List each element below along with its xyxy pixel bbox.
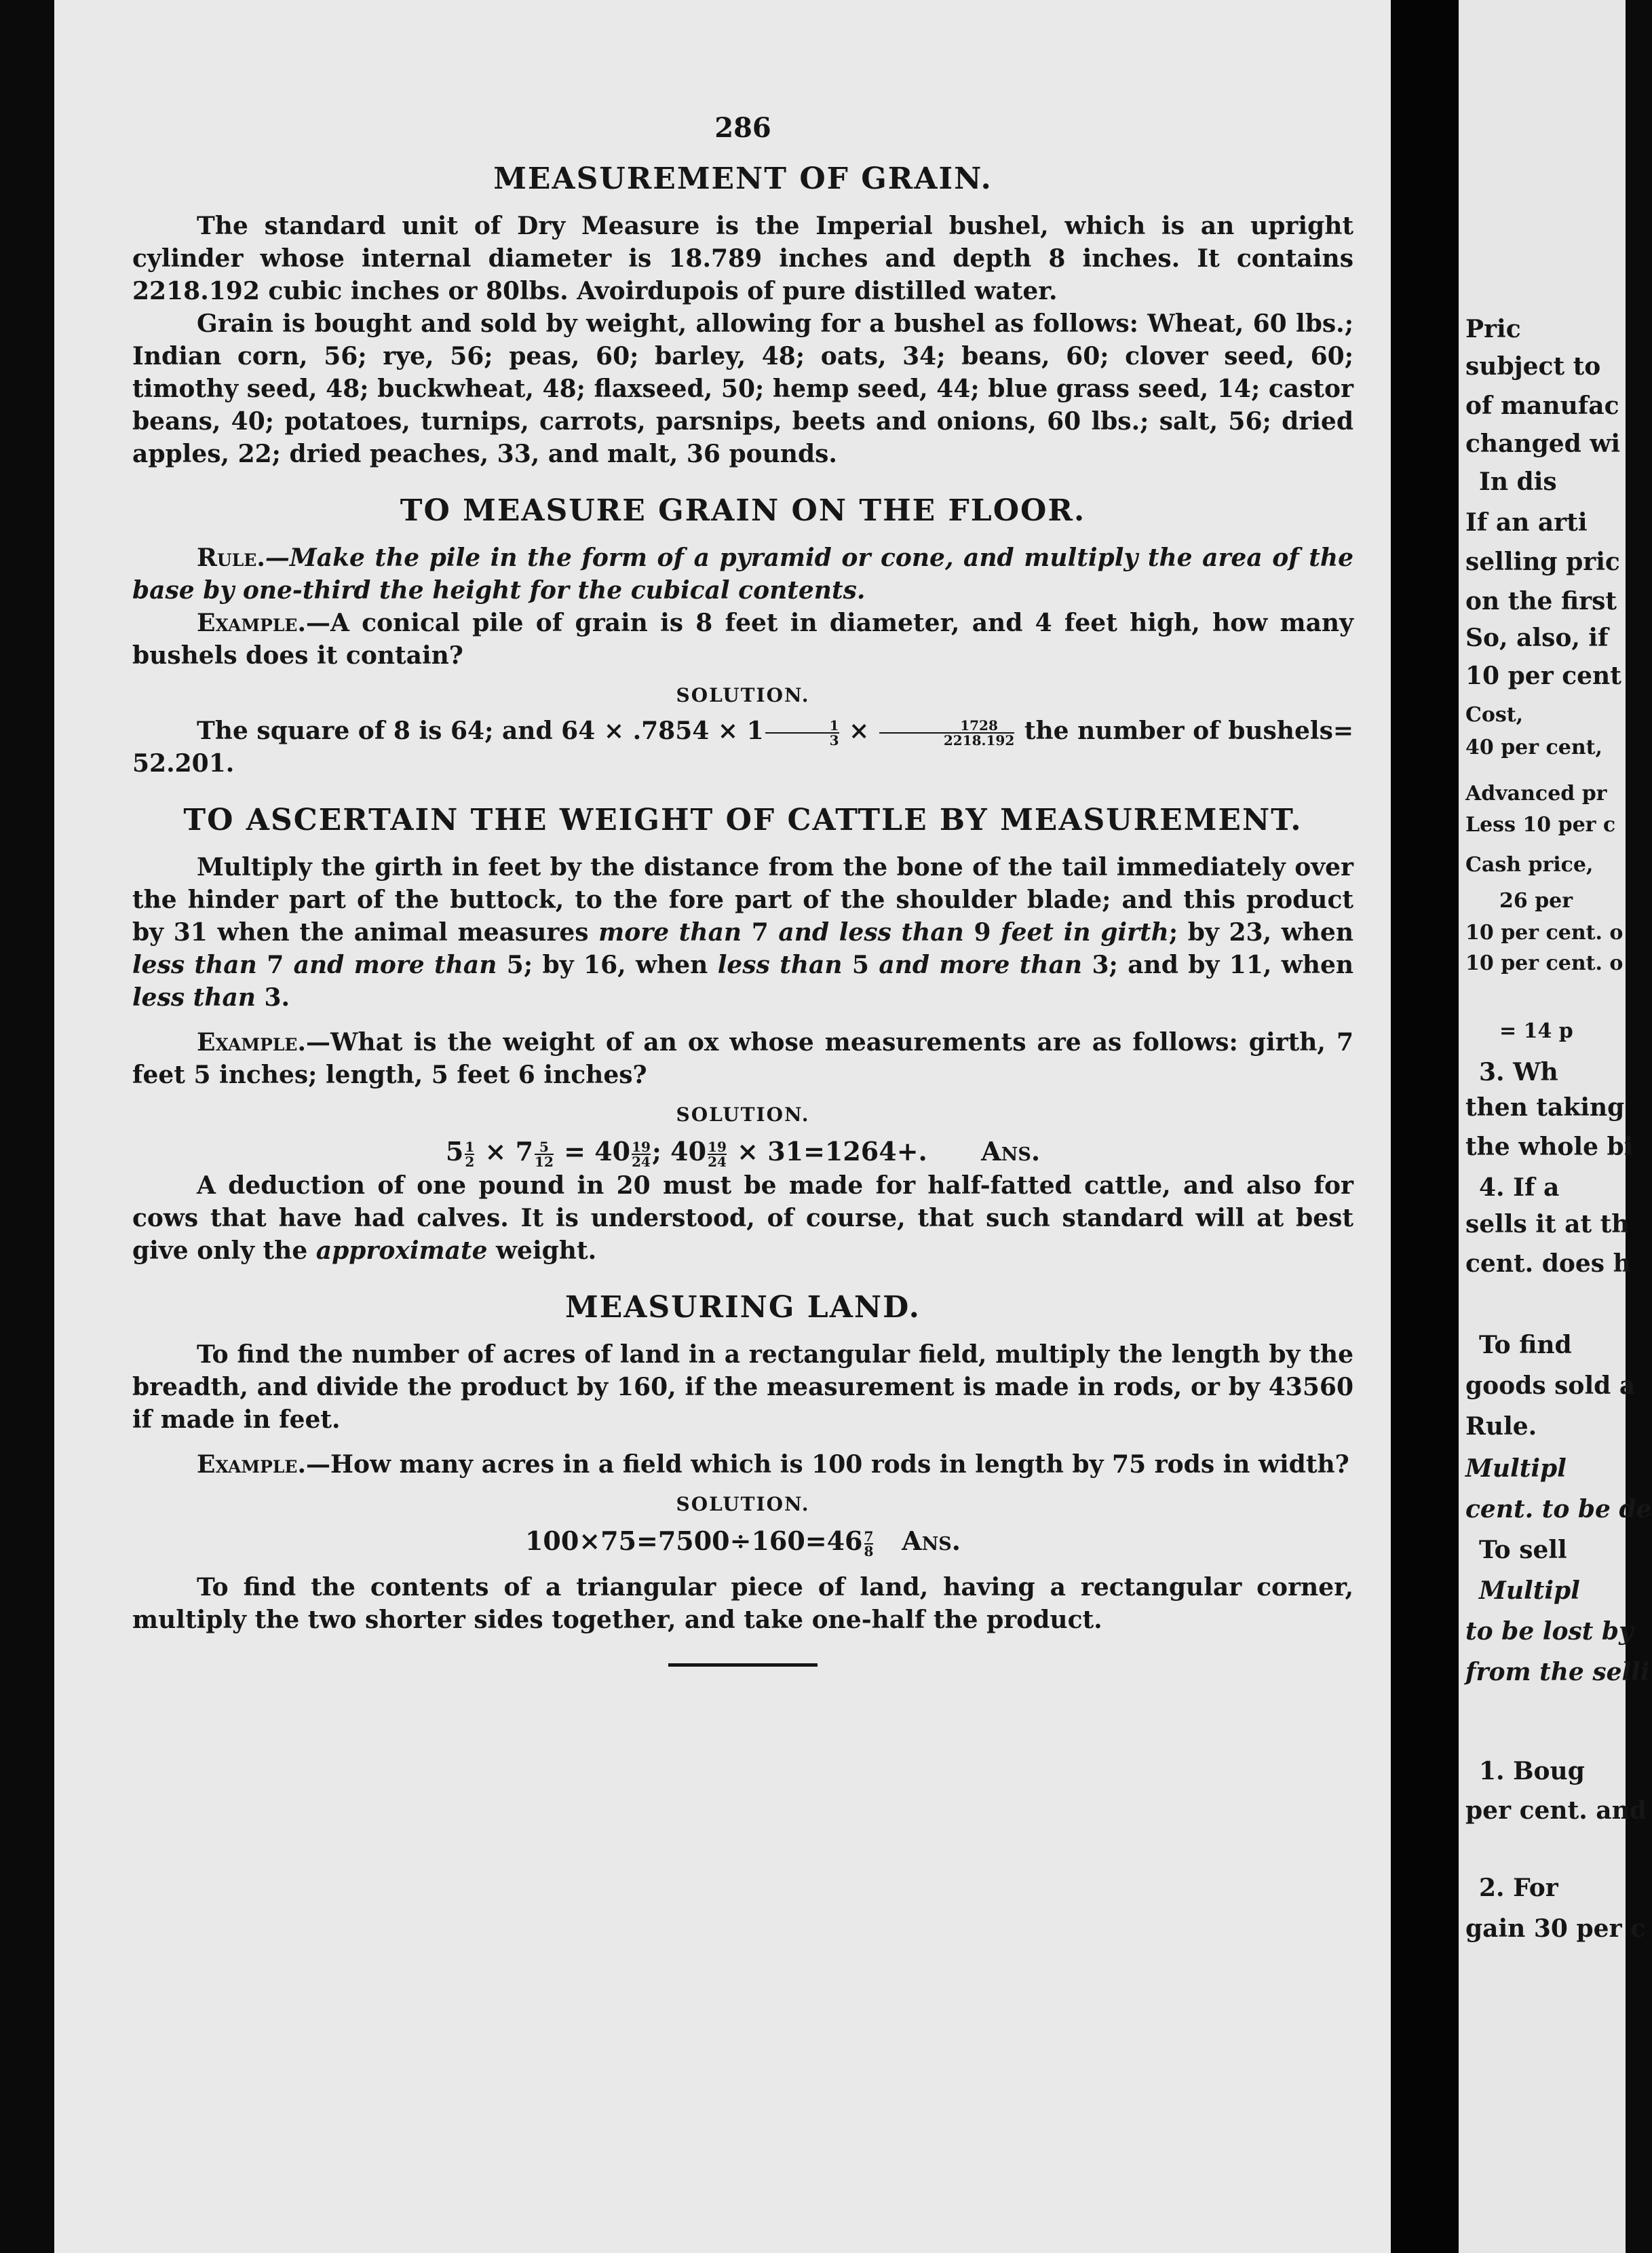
- right-page-line: 10 per cent. o: [1465, 951, 1624, 975]
- right-page-line: To sell: [1479, 1536, 1567, 1564]
- right-page-line: Multipl: [1479, 1576, 1580, 1605]
- solution-text-b: ×: [840, 717, 878, 745]
- right-page-line: If an arti: [1465, 508, 1588, 537]
- fraction-one-third: $\frac{1}{3}$: [765, 719, 839, 747]
- right-page-line: 4. If a: [1479, 1173, 1560, 1202]
- heading-measuring-land: MEASURING LAND.: [565, 1290, 921, 1325]
- answer-label: Ans.: [902, 1526, 961, 1556]
- example-text: —How many acres in a field which is 100 rods in length by 75 rods in width?: [305, 1450, 1349, 1479]
- right-page-line: the whole bi: [1465, 1133, 1634, 1161]
- right-page-line: Rule.: [1465, 1412, 1537, 1441]
- example-label: Example.: [197, 1028, 306, 1057]
- book-gutter: [1391, 0, 1459, 2253]
- right-page-line: Cost,: [1465, 703, 1524, 727]
- right-page-line: of manufac: [1465, 392, 1619, 420]
- right-page-line: cent. does h: [1465, 1249, 1631, 1278]
- floor-solution: [132, 715, 1353, 780]
- right-page-line: from the selli: [1465, 1658, 1650, 1686]
- left-page-content: [132, 112, 1353, 1667]
- land-formula: 100×75=7500÷160=46 $\frac{7}{8}$ Ans.: [524, 1526, 961, 1559]
- right-page-line: changed wi: [1465, 430, 1621, 458]
- end-rule-divider: [668, 1663, 818, 1667]
- right-page-line: 1. Boug: [1479, 1757, 1585, 1785]
- grain-paragraph-1: The standard unit of Dry Measure is the Imperial bushel, which is an upright cylinder whose internal diameter is 18.789 inches and depth 8 inches. It contains 2218.192 cubic inches or 80lbs. Avoirdupois of pure distilled water.: [132, 212, 1353, 305]
- right-page-line: gain 30 per c: [1465, 1914, 1646, 1943]
- right-page-line: To find: [1479, 1331, 1572, 1359]
- solution-heading: SOLUTION.: [676, 1103, 810, 1126]
- right-page-line: per cent. and: [1465, 1796, 1647, 1825]
- solution-text-c: the number of bushels= 52.201.: [132, 717, 1353, 778]
- right-page-line: 10 per cent. o: [1465, 921, 1624, 945]
- right-page-line: In dis: [1479, 468, 1557, 496]
- right-page-line: Advanced pr: [1465, 782, 1607, 806]
- heading-weight-of-cattle: TO ASCERTAIN THE WEIGHT OF CATTLE BY MEASUREMENT.: [183, 803, 1303, 837]
- right-page-line: Less 10 per c: [1465, 813, 1616, 837]
- example-text: —What is the weight of an ox whose measurements are as follows: girth, 7 feet 5 inches; length, 5 feet 6 inches?: [132, 1028, 1353, 1089]
- heading-measure-grain-floor: TO MEASURE GRAIN ON THE FLOOR.: [400, 493, 1086, 528]
- right-page-line: 2. For: [1479, 1874, 1558, 1902]
- example-label: Example.: [197, 1450, 306, 1479]
- right-page-line: Cash price,: [1465, 853, 1594, 877]
- solution-text-a: The square of 8 is 64; and 64 × .7854 × 1: [197, 717, 764, 745]
- right-page-line: Multipl: [1465, 1454, 1567, 1483]
- right-page-line: So, also, if: [1465, 624, 1609, 652]
- cattle-paragraph: Multiply the girth in feet by the distance from the bone of the tail immediately over the hinder part of the buttock, to the fore part of the shoulder blade; and this product by 31 when the animal measures more than 7 and less than 9 feet in girth; by 23, when less than 7 and more than 5; by 16, when less than 5 and more than 3; and by 11, when less than 3.: [132, 853, 1354, 1012]
- right-page-line: sells it at th: [1465, 1210, 1630, 1238]
- heading-measurement-of-grain: MEASUREMENT OF GRAIN.: [493, 162, 993, 196]
- floor-rule: [132, 542, 1353, 607]
- right-page-line: on the first: [1465, 587, 1617, 616]
- cattle-example: [132, 1026, 1353, 1091]
- right-page-line: selling pric: [1465, 548, 1620, 576]
- fraction-cubic-ratio: $\frac{1728}{2218.192}$: [879, 719, 1014, 747]
- right-page-line: 26 per: [1499, 889, 1573, 913]
- right-page-line: 10 per cent: [1465, 662, 1621, 690]
- floor-example: [132, 607, 1353, 672]
- grain-paragraph-2: Grain is bought and sold by weight, allowing for a bushel as follows: Wheat, 60 lbs.; Indian corn, 56; rye, 56; peas, 60; barley, 48; oats, 34; beans, 60; clover seed, 60; timothy seed, 48; buckwheat, 48; flaxseed, 50; hemp seed, 44; blue grass seed, 14; castor beans, 40; potatoes, turnips, carrots, parsnips, beets and onions, 60 lbs.; salt, 56; dried apples, 22; dried peaches, 33, and malt, 36 pounds.: [132, 309, 1353, 468]
- land-paragraph-2: To find the contents of a triangular piece of land, having a rectangular corner, multiply the two shorter sides together, and take one-half the product.: [132, 1573, 1353, 1634]
- rule-label: Rule.: [197, 544, 265, 572]
- solution-heading: SOLUTION.: [676, 1493, 810, 1515]
- right-page-line: goods sold a: [1465, 1371, 1636, 1400]
- right-page-line: then taking: [1465, 1093, 1625, 1122]
- page-number: 286: [714, 112, 771, 144]
- example-text: —A conical pile of grain is 8 feet in diameter, and 4 feet high, how many bushels does it contain?: [132, 609, 1353, 670]
- cattle-note: A deduction of one pound in 20 must be made for half-fatted cattle, and also for cows that have had calves. It is understood, of course, that such standard will at best give only the approximate weight.: [132, 1171, 1353, 1265]
- right-page-line: Pric: [1465, 315, 1521, 343]
- right-page-line: 40 per cent,: [1465, 736, 1602, 759]
- example-label: Example.: [197, 609, 306, 637]
- right-page-line: = 14 p: [1499, 1019, 1573, 1043]
- land-paragraph-1: To find the number of acres of land in a rectangular field, multiply the length by the breadth, and divide the product by 160, if the measurement is made in rods, or by 43560 if made in feet.: [132, 1340, 1353, 1434]
- rule-text: —Make the pile in the form of a pyramid or cone, and multiply the area of the base by one-third the height for the cubical contents.: [132, 544, 1353, 605]
- right-page-line: cent. to be de: [1465, 1495, 1652, 1523]
- right-page-line: 3. Wh: [1479, 1058, 1558, 1086]
- land-example: [132, 1448, 1353, 1481]
- right-page-line: subject to: [1465, 352, 1601, 381]
- answer-label: Ans.: [981, 1136, 1041, 1167]
- cattle-formula: 5 $\frac{1}{2}$ × 7 $\frac{5}{12}$ = 40 $\frac{19}{24}$ ; 40 $\frac{19}{24}$ × 31=1264+. Ans.: [445, 1136, 1041, 1170]
- right-page-line: to be lost by: [1465, 1617, 1633, 1646]
- solution-heading: SOLUTION.: [676, 684, 810, 706]
